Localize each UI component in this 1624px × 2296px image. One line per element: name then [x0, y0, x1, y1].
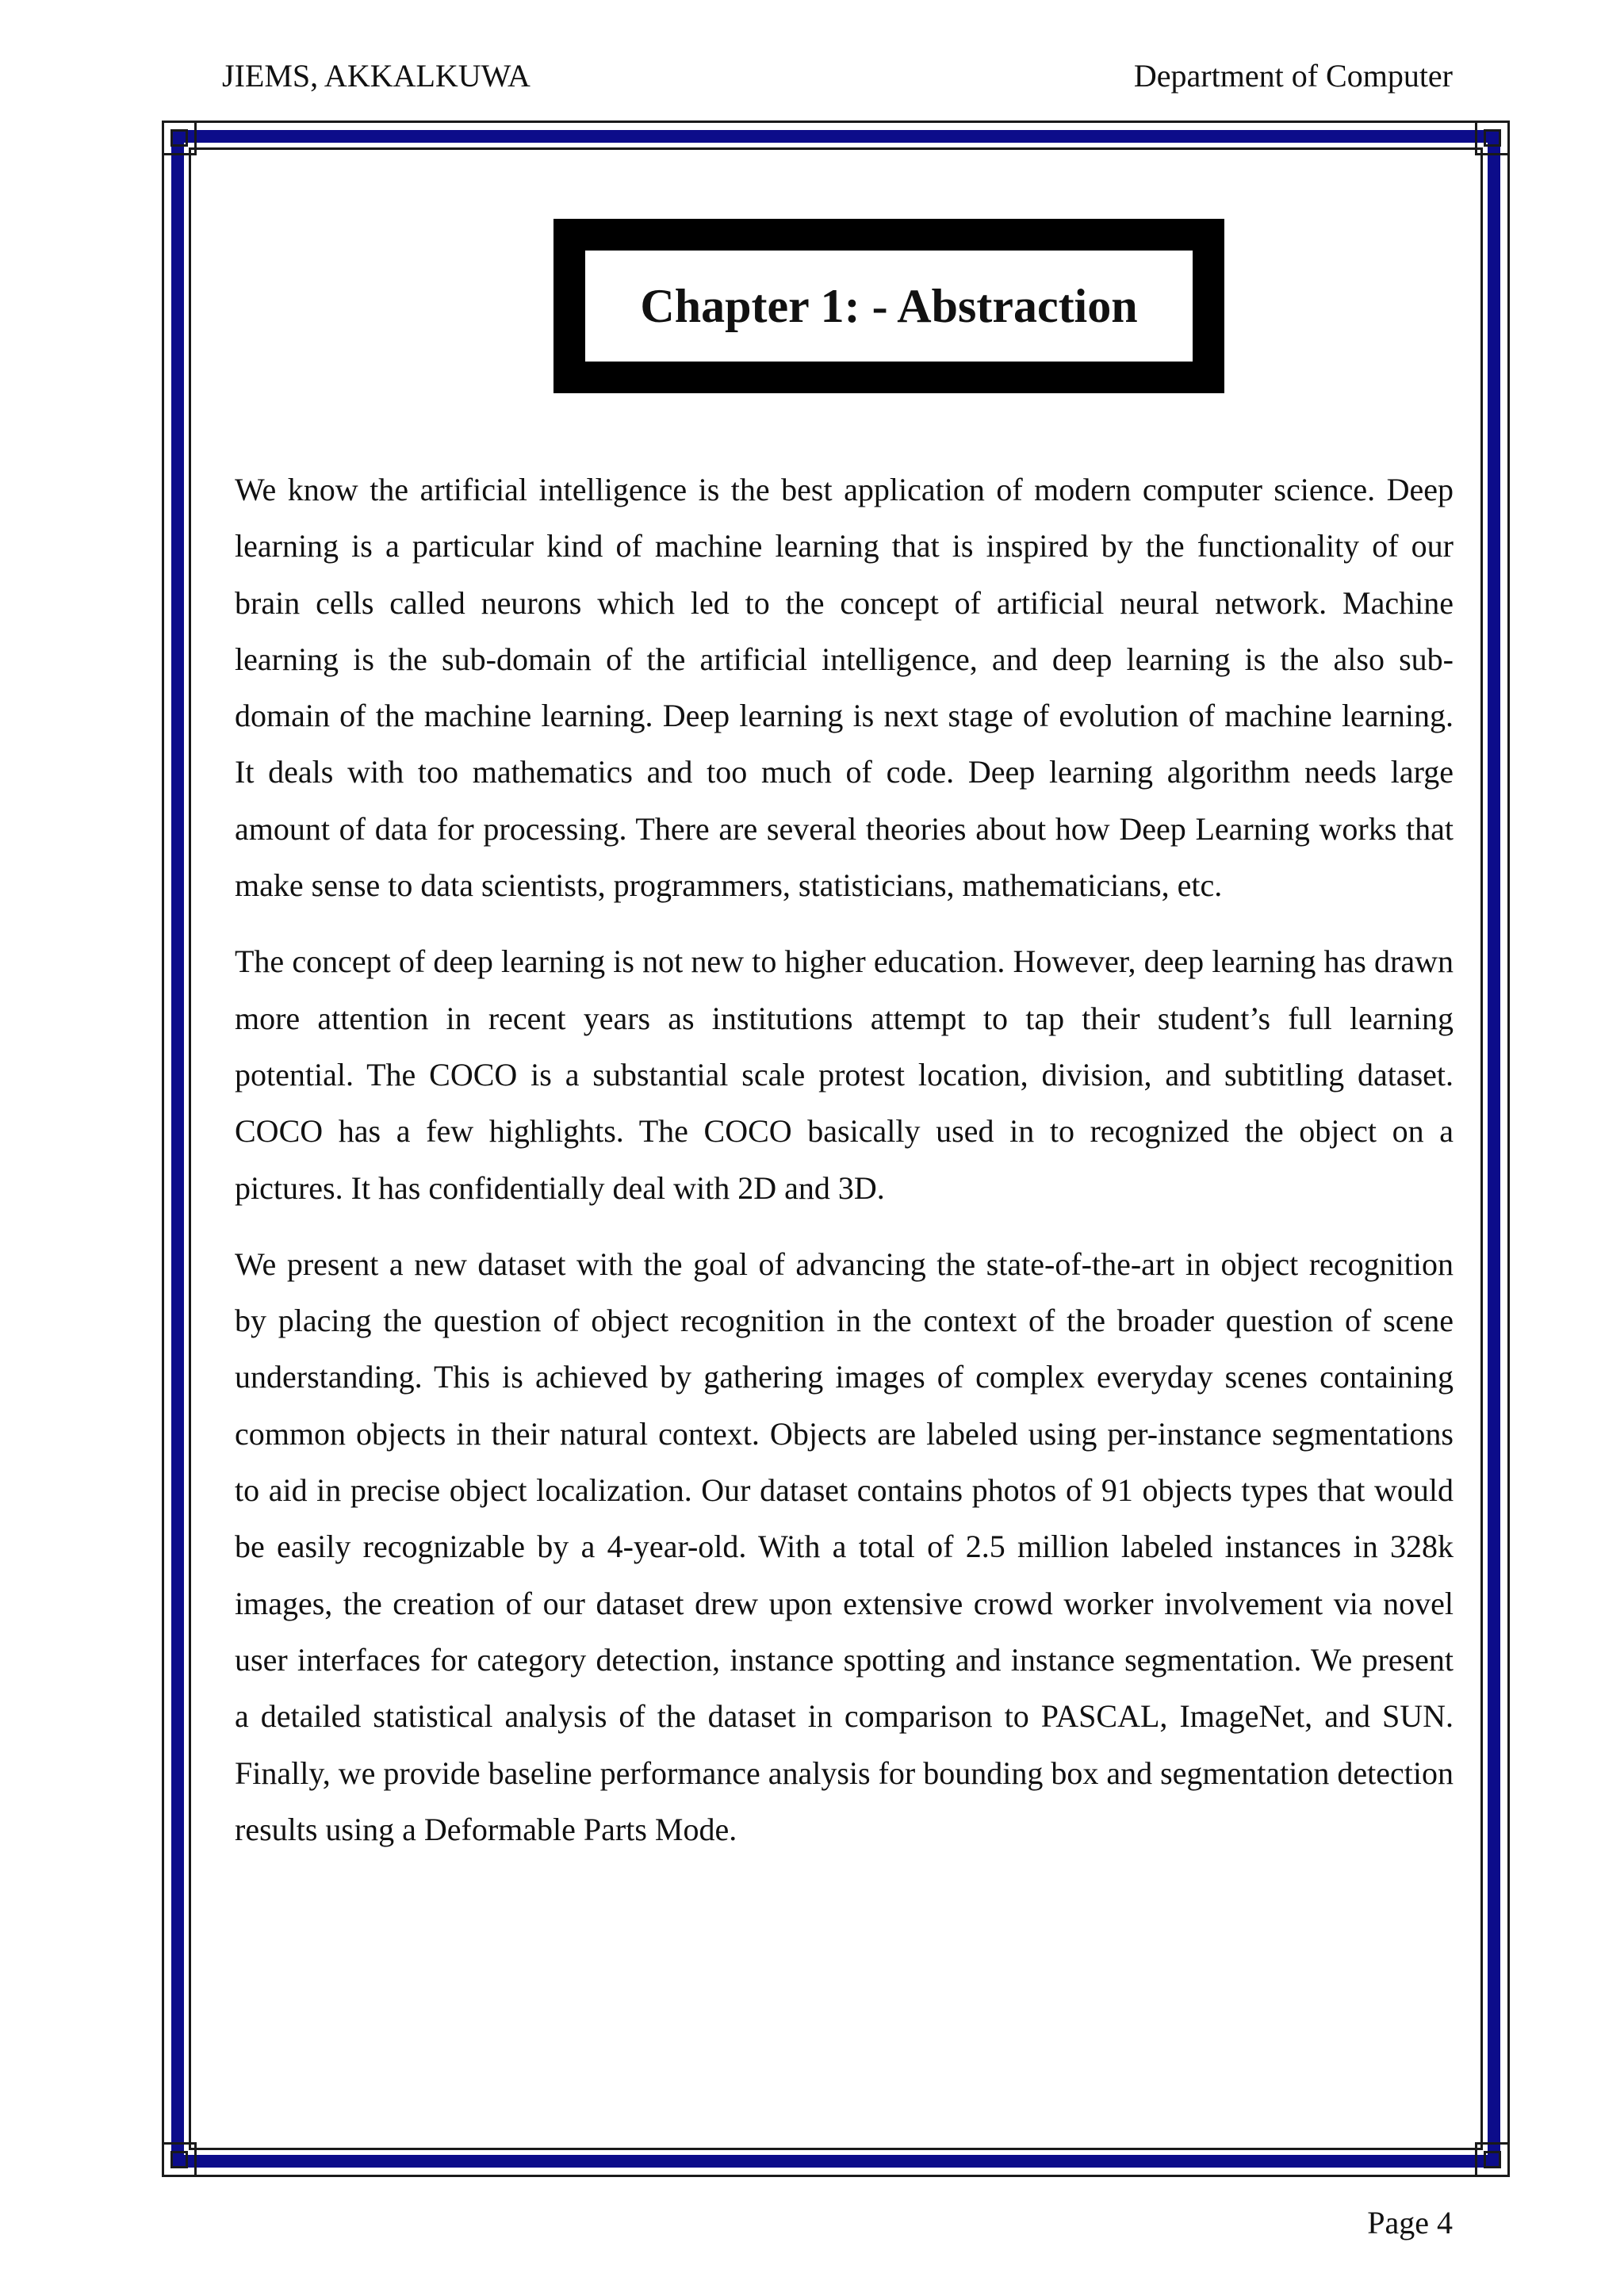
- border-corner-ornament-top-right: [1475, 121, 1510, 155]
- chapter-title: Chapter 1: - Abstraction: [640, 280, 1138, 332]
- border-corner-ornament-bottom-left: [162, 2142, 197, 2177]
- header-institution: JIEMS, AKKALKUWA: [222, 58, 530, 94]
- paragraph-3: We present a new dataset with the goal of advancing the state-of-the-art in object recognition by placing the question of object recognition in the context of the broader question of scene understanding. This is achieved by gathering images of complex everyday scenes containing common objects in their natural context. Objects are labeled using per-instance segmentations to aid in precise object localization. Our dataset contains photos of 91 objects types that would be easily recognizable by a 4-year-old. With a total of 2.5 million labeled instances in 328k images, the creation of our dataset drew upon extensive crowd worker involvement via novel user interfaces for category detection, instance spotting and instance segmentation. We present a detailed statistical analysis of the dataset in comparison to PASCAL, ImageNet, and SUN. Finally, we provide baseline performance analysis for bounding box and segmentation detection results using a Deformable Parts Mode.: [235, 1246, 1454, 1847]
- paragraph-1: We know the artificial intelligence is the best application of modern computer science. Deep learning is a particular kind of machine learning that is inspired by the functionality of our brain cells called neurons which led to the concept of artificial neural network. Machine learning is the sub-domain of the artificial intelligence, and deep learning is the also sub-domain of the machine learning. Deep learning is next stage of evolution of machine learning. It deals with too mathematics and too much of code. Deep learning algorithm needs large amount of data for processing. There are several theories about how Deep Learning works that make sense to data scientists, programmers, statisticians, mathematicians, etc.: [235, 472, 1454, 904]
- body-text: [235, 461, 1454, 1877]
- border-corner-ornament-top-left: [162, 121, 197, 155]
- border-corner-ornament-bottom-right: [1475, 2142, 1510, 2177]
- chapter-title-frame: [553, 219, 1224, 393]
- chapter-title-panel: [585, 251, 1193, 362]
- paragraph-2: The concept of deep learning is not new to higher education. However, deep learning has drawn more attention in recent years as institutions attempt to tap their student’s full learning potential. The COCO is a substantial scale protest location, division, and subtitling dataset. COCO has a few highlights. The COCO basically used in to recognized the object on a pictures. It has confidentially deal with 2D and 3D.: [235, 943, 1454, 1206]
- header-department: Department of Computer: [1133, 58, 1453, 94]
- page-number: Page 4: [1367, 2205, 1453, 2241]
